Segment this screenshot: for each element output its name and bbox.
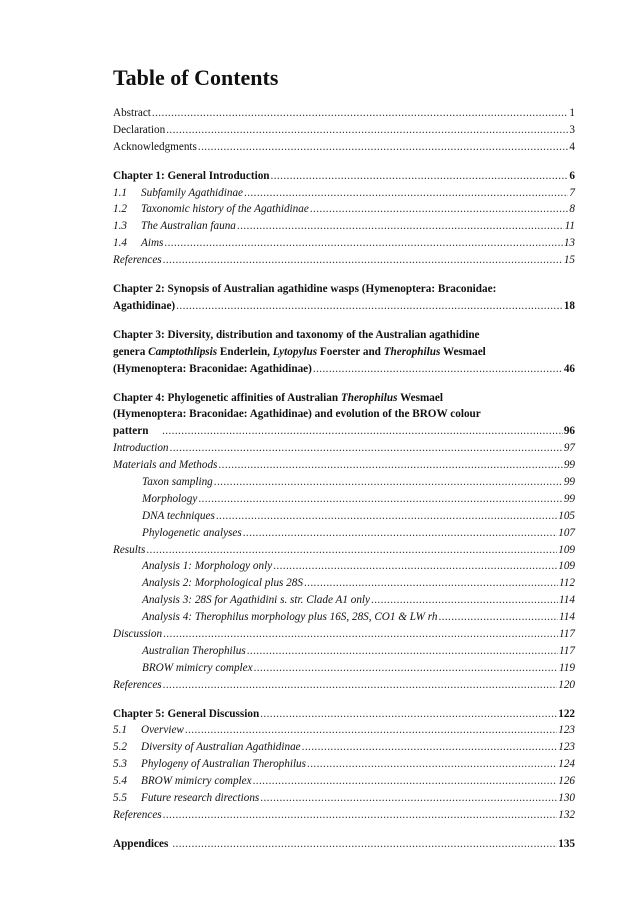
leader-dots bbox=[170, 440, 563, 457]
leader-dots bbox=[163, 677, 558, 694]
leader-dots bbox=[237, 218, 564, 235]
toc-entry-4-analysis-3[interactable]: Analysis 3: 28S for Agathidini s. str. Clade A1 only ..... 114 bbox=[113, 592, 575, 609]
leader-dots bbox=[166, 122, 568, 139]
leader-dots bbox=[310, 201, 569, 218]
toc-entry-4-analysis-4[interactable]: Analysis 4: Therophilus morphology plus 16S, 28S, CO1 & LW rh ..... 114 bbox=[113, 609, 575, 626]
leader-dots bbox=[176, 298, 563, 315]
toc-entry-5-4[interactable]: 5.4 BROW mimicry complex ..... 126 bbox=[113, 773, 575, 790]
toc-entry-4-dna-techniques[interactable]: DNA techniques ..... 105 bbox=[113, 508, 575, 525]
toc-entry-4-taxon-sampling[interactable]: Taxon sampling ..... 99 bbox=[113, 474, 575, 491]
toc-entry-4-morphology[interactable]: Morphology ..... 99 bbox=[113, 491, 575, 508]
toc-chapter-5[interactable]: Chapter 5: General Discussion ..... 122 bbox=[113, 706, 575, 723]
toc-entry-declaration[interactable]: Declaration ..... 3 bbox=[113, 122, 575, 139]
toc-chapter-4[interactable]: pattern ..... 96 bbox=[113, 423, 575, 440]
toc-entry-5-3[interactable]: 5.3 Phylogeny of Australian Therophilus ..... 124 bbox=[113, 756, 575, 773]
toc-entry-1-1[interactable]: 1.1 Subfamily Agathidinae ..... 7 bbox=[113, 185, 575, 202]
toc-entry-1-3[interactable]: 1.3 The Australian fauna ..... 11 bbox=[113, 218, 575, 235]
toc-entry-5-2[interactable]: 5.2 Diversity of Australian Agathidinae ..... 123 bbox=[113, 739, 575, 756]
leader-dots bbox=[247, 643, 558, 660]
leader-dots bbox=[307, 756, 557, 773]
leader-dots bbox=[152, 105, 569, 122]
toc-entry-5-5[interactable]: 5.5 Future research directions ..... 130 bbox=[113, 790, 575, 807]
leader-dots bbox=[313, 361, 563, 378]
leader-dots bbox=[273, 558, 557, 575]
leader-dots bbox=[163, 626, 558, 643]
toc-entry-acknowledgments[interactable]: Acknowledgments ..... 4 bbox=[113, 139, 575, 156]
toc-chapter-2[interactable]: Agathidinae) ..... 18 bbox=[113, 298, 575, 315]
leader-dots bbox=[163, 252, 563, 269]
toc-entry-1-4[interactable]: 1.4 Aims ..... 13 bbox=[113, 235, 575, 252]
toc-appendices[interactable]: Appendices ..... 135 bbox=[113, 836, 575, 853]
toc-entry-4-introduction[interactable]: Introduction ..... 97 bbox=[113, 440, 575, 457]
leader-dots bbox=[146, 542, 557, 559]
toc-entry-4-brow-mimicry[interactable]: BROW mimicry complex ..... 119 bbox=[113, 660, 575, 677]
leader-dots bbox=[164, 235, 562, 252]
table-of-contents bbox=[113, 64, 575, 853]
leader-dots bbox=[304, 575, 558, 592]
toc-chapter-2-title[interactable]: Chapter 2: Synopsis of Australian agathidine wasps (Hymenoptera: Braconidae: bbox=[113, 283, 497, 296]
toc-chapter-1[interactable]: Chapter 1: General Introduction ..... 6 bbox=[113, 168, 575, 185]
toc-entry-4-methods[interactable]: Materials and Methods ..... 99 bbox=[113, 457, 575, 474]
toc-entry-4-discussion[interactable]: Discussion ..... 117 bbox=[113, 626, 575, 643]
toc-chapter-4-title[interactable]: Chapter 4: Phylogenetic affinities of Australian Therophilus Wesmael bbox=[113, 391, 443, 404]
leader-dots bbox=[260, 790, 557, 807]
toc-entry-1-2[interactable]: 1.2 Taxonomic history of the Agathidinae ..... 8 bbox=[113, 201, 575, 218]
page-title: Table of Contents bbox=[113, 65, 279, 90]
leader-dots bbox=[253, 773, 558, 790]
leader-dots bbox=[371, 592, 558, 609]
leader-dots bbox=[438, 609, 558, 626]
leader-dots bbox=[260, 706, 557, 723]
leader-dots bbox=[198, 139, 569, 156]
toc-entry-5-1[interactable]: 5.1 Overview ..... 123 bbox=[113, 722, 575, 739]
toc-entry-4-references[interactable]: References ..... 120 bbox=[113, 677, 575, 694]
toc-entry-5-references[interactable]: References ..... 132 bbox=[113, 807, 575, 824]
leader-dots bbox=[243, 525, 557, 542]
toc-entry-4-analysis-1[interactable]: Analysis 1: Morphology only ..... 109 bbox=[113, 558, 575, 575]
leader-dots bbox=[244, 185, 568, 202]
leader-dots bbox=[271, 168, 569, 185]
toc-chapter-4-title-line2[interactable]: (Hymenoptera: Braconidae: Agathidinae) and evolution of the BROW colour bbox=[113, 408, 481, 421]
leader-dots bbox=[214, 474, 563, 491]
leader-dots bbox=[162, 423, 563, 440]
toc-entry-abstract[interactable]: Abstract ..... 1 bbox=[113, 105, 575, 122]
toc-entry-4-results[interactable]: Results ..... 109 bbox=[113, 542, 575, 559]
toc-chapter-3-title[interactable]: Chapter 3: Diversity, distribution and taxonomy of the Australian agathidine bbox=[113, 328, 480, 341]
leader-dots bbox=[254, 660, 558, 677]
leader-dots bbox=[185, 722, 557, 739]
toc-chapter-3-title-line2[interactable]: genera Camptothlipsis Enderlein, Lytopylus Foerster and Therophilus Wesmael bbox=[113, 345, 486, 358]
leader-dots bbox=[218, 457, 562, 474]
leader-dots bbox=[163, 807, 558, 824]
toc-entry-1-references[interactable]: References ..... 15 bbox=[113, 252, 575, 269]
toc-entry-4-analysis-2[interactable]: Analysis 2: Morphological plus 28S ..... 112 bbox=[113, 575, 575, 592]
toc-entry-4-australian-therophilus[interactable]: Australian Therophilus ..... 117 bbox=[113, 643, 575, 660]
leader-dots bbox=[172, 836, 557, 853]
leader-dots bbox=[198, 491, 563, 508]
leader-dots bbox=[302, 739, 558, 756]
leader-dots bbox=[216, 508, 557, 525]
toc-entry-4-phylogenetic-analyses[interactable]: Phylogenetic analyses ..... 107 bbox=[113, 525, 575, 542]
toc-chapter-3[interactable]: (Hymenoptera: Braconidae: Agathidinae) ..... 46 bbox=[113, 361, 575, 378]
